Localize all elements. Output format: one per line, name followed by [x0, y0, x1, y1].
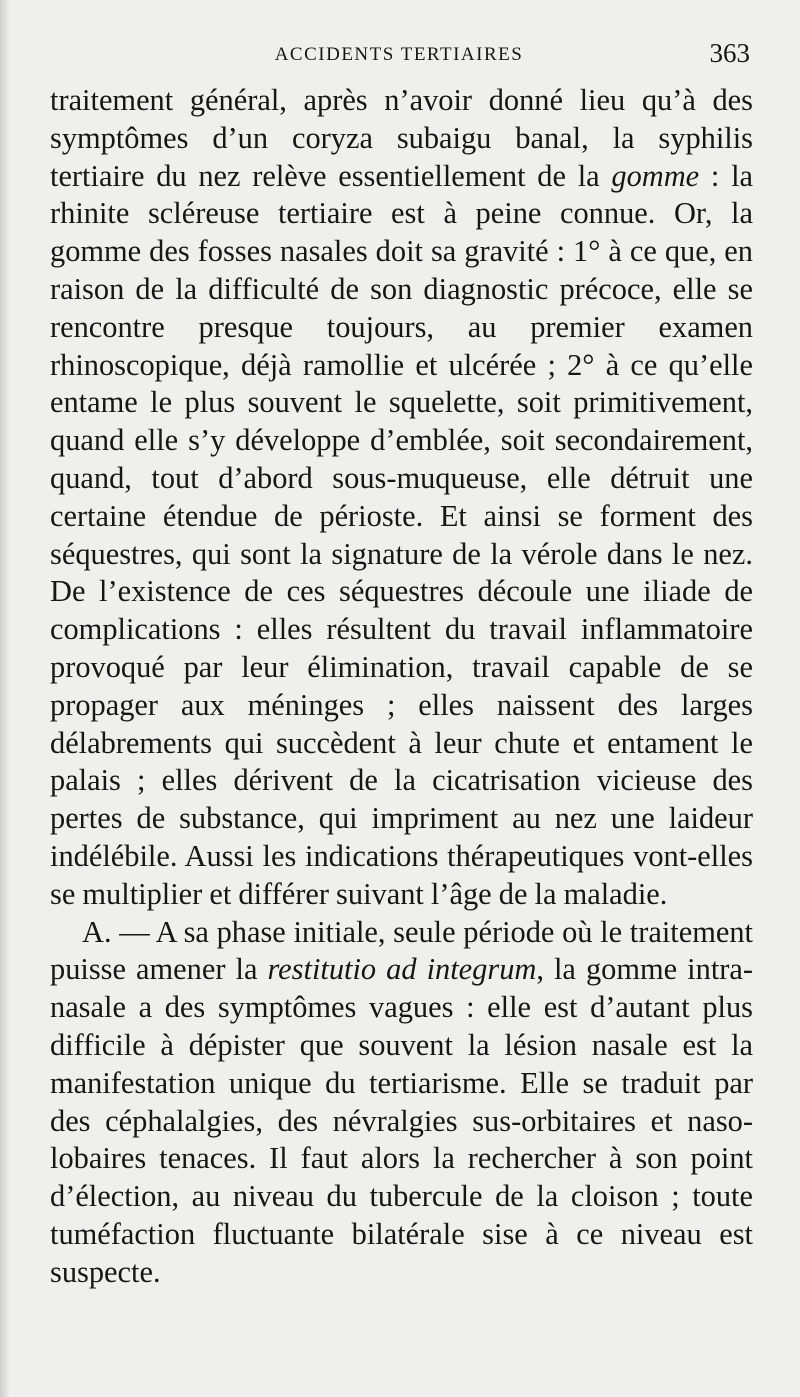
binding-shadow [0, 0, 10, 1397]
paragraph-2-text-a: A. — A sa phase initiale, seule période où le traitement puisse amener la [50, 914, 753, 987]
paragraph-1-italic-gomme: gomme [611, 158, 700, 193]
paragraph-2 [50, 914, 753, 1292]
body-text [50, 82, 753, 1292]
page-header [48, 38, 750, 74]
page-number: 363 [709, 38, 750, 68]
paragraph-1 [50, 82, 753, 914]
running-title: ACCIDENTS TERTIAIRES [274, 44, 524, 65]
paragraph-1-text-a: traitement général, après n’avoir donné lieu qu’à des symptômes d’un coryza subaigu banal, la syphilis tertiaire du nez relève essentiellement de la [50, 83, 753, 193]
paragraph-2-italic-latin: restitutio ad integrum [267, 952, 537, 987]
paragraph-1-text-b: : la rhinite scléreuse tertiaire est à peine connue. Or, la gomme des fosses nasales doit sa gravité : 1° à ce que, en raison de la difficulté de son diagnostic précoce, elle se rencontre presque toujours, au premier examen rhinoscopique, déjà ramollie et ulcérée ; 2° à ce qu’elle entame le plus souvent le squelette, soit primitivement, quand elle s’y développe d’emblée, soit secondairement, quand, tout d’abord sous-muqueuse, elle détruit une certaine étendue de périoste. Et ainsi se forment des séquestres, qui sont la signature de la vérole dans le nez. De l’existence de ces séquestres découle une iliade de complications : elles résultent du travail inflammatoire provoqué par leur élimination, travail capable de se propager aux méninges ; elles naissent des larges délabrements qui succèdent à leur chute et entament le palais ; elles dérivent de la cicatrisation vicieuse des pertes de substance, qui impriment au nez une laideur indélébile. Aussi les indications thérapeutiques vont-elles se multiplier et différer suivant l’âge de la maladie. [50, 158, 753, 911]
paragraph-2-text-b: , la gomme intra-nasale a des symptômes vagues : elle est d’autant plus difficile à dépister que souvent la lésion nasale est la manifestation unique du tertiarisme. Elle se traduit par des céphalalgies, des névralgies sus-orbitaires et naso-lobaires tenaces. Il faut alors la rechercher à son point d’élection, au niveau du tubercule de la cloison ; toute tuméfaction fluctuante bilatérale sise à ce niveau est suspecte. [50, 952, 753, 1289]
